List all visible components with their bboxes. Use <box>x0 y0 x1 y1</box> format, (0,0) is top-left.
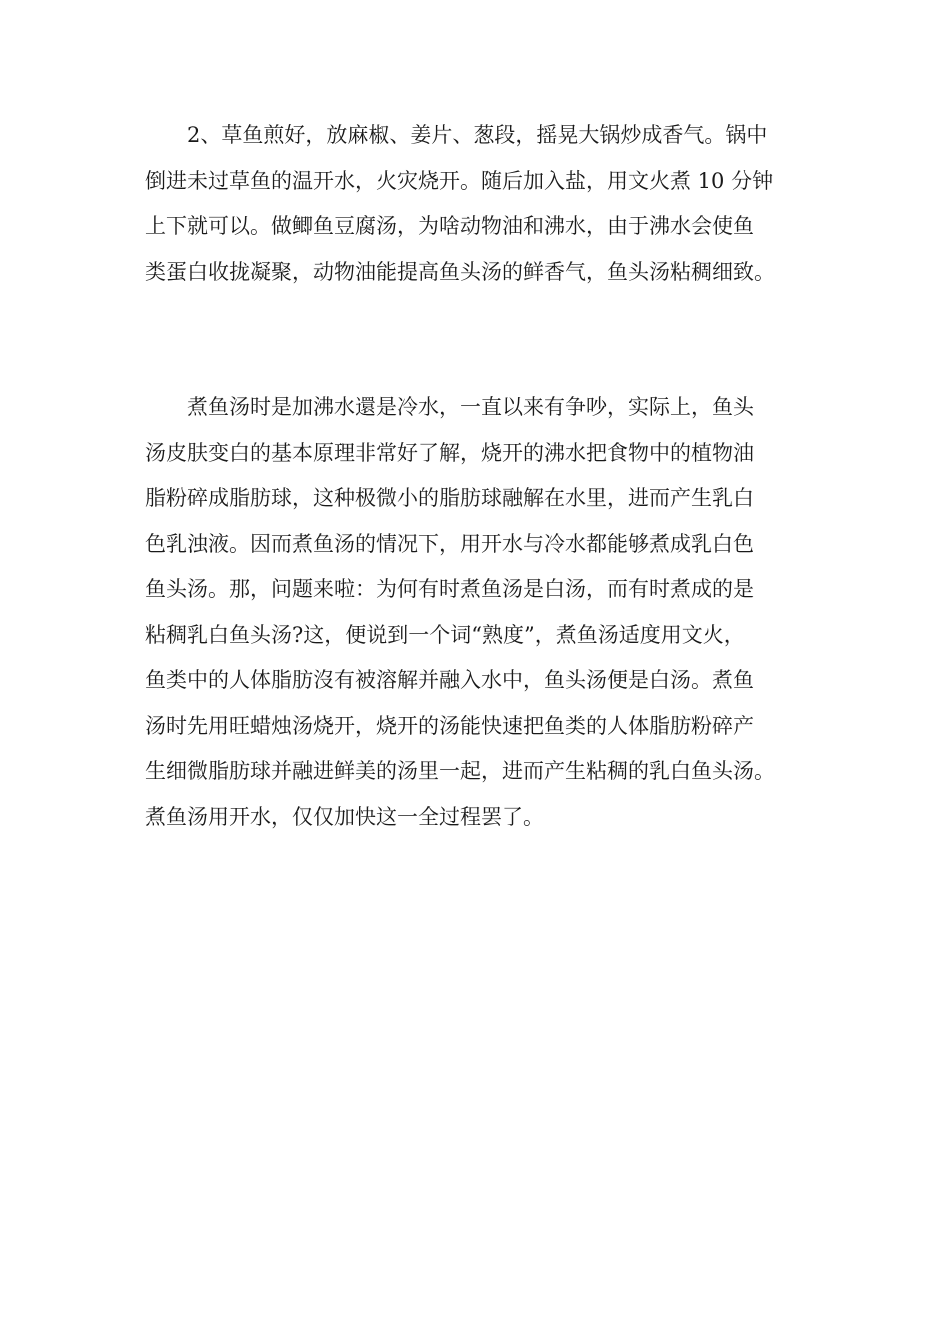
paragraph-boiling-water-explanation <box>145 385 810 840</box>
text-line: 2、草鱼煎好，放麻椒、姜片、葱段，摇晃大锅炒成香气。锅中 <box>187 123 768 147</box>
text-line: 鱼类中的人体脂肪沒有被溶解并融入水中，鱼头汤便是白汤。煮鱼 <box>145 668 754 692</box>
text-line: 汤时先用旺蜡烛汤烧开，烧开的汤能快速把鱼类的人体脂肪粉碎产 <box>145 713 754 738</box>
text-line: 鱼头汤。那，问题来啦：为何有时煮鱼汤是白汤，而有时煮成的是 <box>145 577 754 601</box>
text-line: 汤皮肤变白的基本原理非常好了解，烧开的沸水把食物中的植物油 <box>145 440 754 465</box>
paragraph-fish-frying-steps <box>145 113 810 295</box>
text-line: 倒进未过草鱼的温开水，火灾烧开。随后加入盐，用文火煮 10 分钟 <box>145 168 774 193</box>
text-line: 煮鱼汤用开水，仅仅加快这一全过程罢了。 <box>145 804 544 829</box>
text-line: 上下就可以。做鲫鱼豆腐汤，为啥动物油和沸水，由于沸水会使鱼 <box>145 214 754 238</box>
text-line: 煮鱼汤时是加沸水還是冷水，一直以来有争吵，实际上，鱼头 <box>187 395 754 419</box>
text-line: 类蛋白收拢凝聚，动物油能提高鱼头汤的鲜香气，鱼头汤粘稠细致。 <box>145 259 775 284</box>
text-line: 生细微脂肪球并融进鲜美的汤里一起，进而产生粘稠的乳白鱼头汤。 <box>145 759 775 783</box>
text-line: 脂粉碎成脂肪球，这种极微小的脂肪球融解在水里，进而产生乳白 <box>145 486 754 510</box>
text-line: 色乳浊液。因而煮鱼汤的情况下，用开水与冷水都能够煮成乳白色 <box>145 531 754 556</box>
text-line: 粘稠乳白鱼头汤?这，便说到一个词“熟度”，煮鱼汤适度用文火， <box>145 622 745 647</box>
